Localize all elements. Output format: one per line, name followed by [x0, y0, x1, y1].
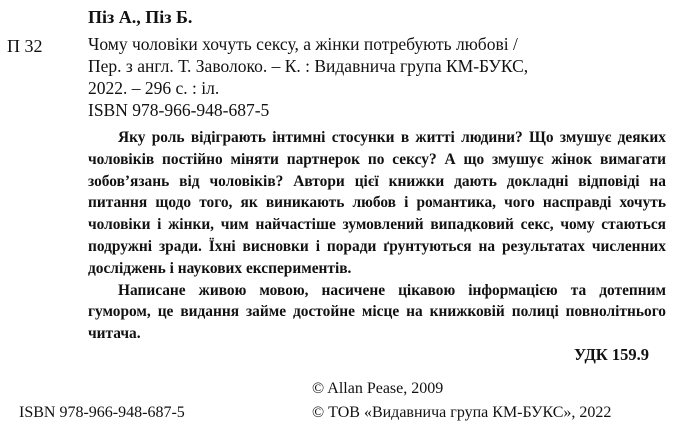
- isbn-top: ISBN 978-966-948-687-5: [88, 100, 270, 120]
- bibliographic-description: [88, 33, 668, 99]
- isbn-bottom: ISBN 978-966-948-687-5: [19, 404, 185, 421]
- classmark: П 32: [7, 36, 43, 56]
- udc-code: УДК 159.9: [574, 345, 650, 364]
- annotation-paragraph-1: Яку роль відіграють інтимні стосунки в житті людини? Що змушує деяких чоловіків постійно міняти партнерок по сексу? А що змушує жінок вимагати зобов’язань від чоловіків? Автори цієї книжки дають докладні відповіді на питання щодо того, як виникають любов і романтика, чого насправді хочуть чоловіки і жінки, чим найчастіше зумовлений випадковий секс, чому стаються подружні зради. Їхні висновки і поради ґрунтуються на результатах численних досліджень і наукових експериментів.: [88, 129, 666, 277]
- bibliographic-line-title: Чому чоловіки хочуть сексу, а жінки потребують любові /: [88, 34, 518, 54]
- copyright-publisher: © ТОВ «Видавнича група КМ-БУКС», 2022: [312, 404, 612, 421]
- copyright-author: © Allan Pease, 2009: [312, 380, 444, 397]
- bibliographic-line-year-pages: 2022. – 296 с. : іл.: [88, 78, 220, 98]
- annotation-paragraph-2: Написане живою мовою, насичене цікавою інформацією та дотепним гумором, це видання займе достойне місце на книжковій полиці повнолітнього читача.: [88, 281, 666, 343]
- bibliographic-line-publisher: Пер. з англ. Т. Заволоко. – К. : Видавнича група КМ-БУКС,: [88, 56, 529, 76]
- annotation: [88, 127, 666, 345]
- authors-heading: Піз А., Піз Б.: [88, 7, 193, 27]
